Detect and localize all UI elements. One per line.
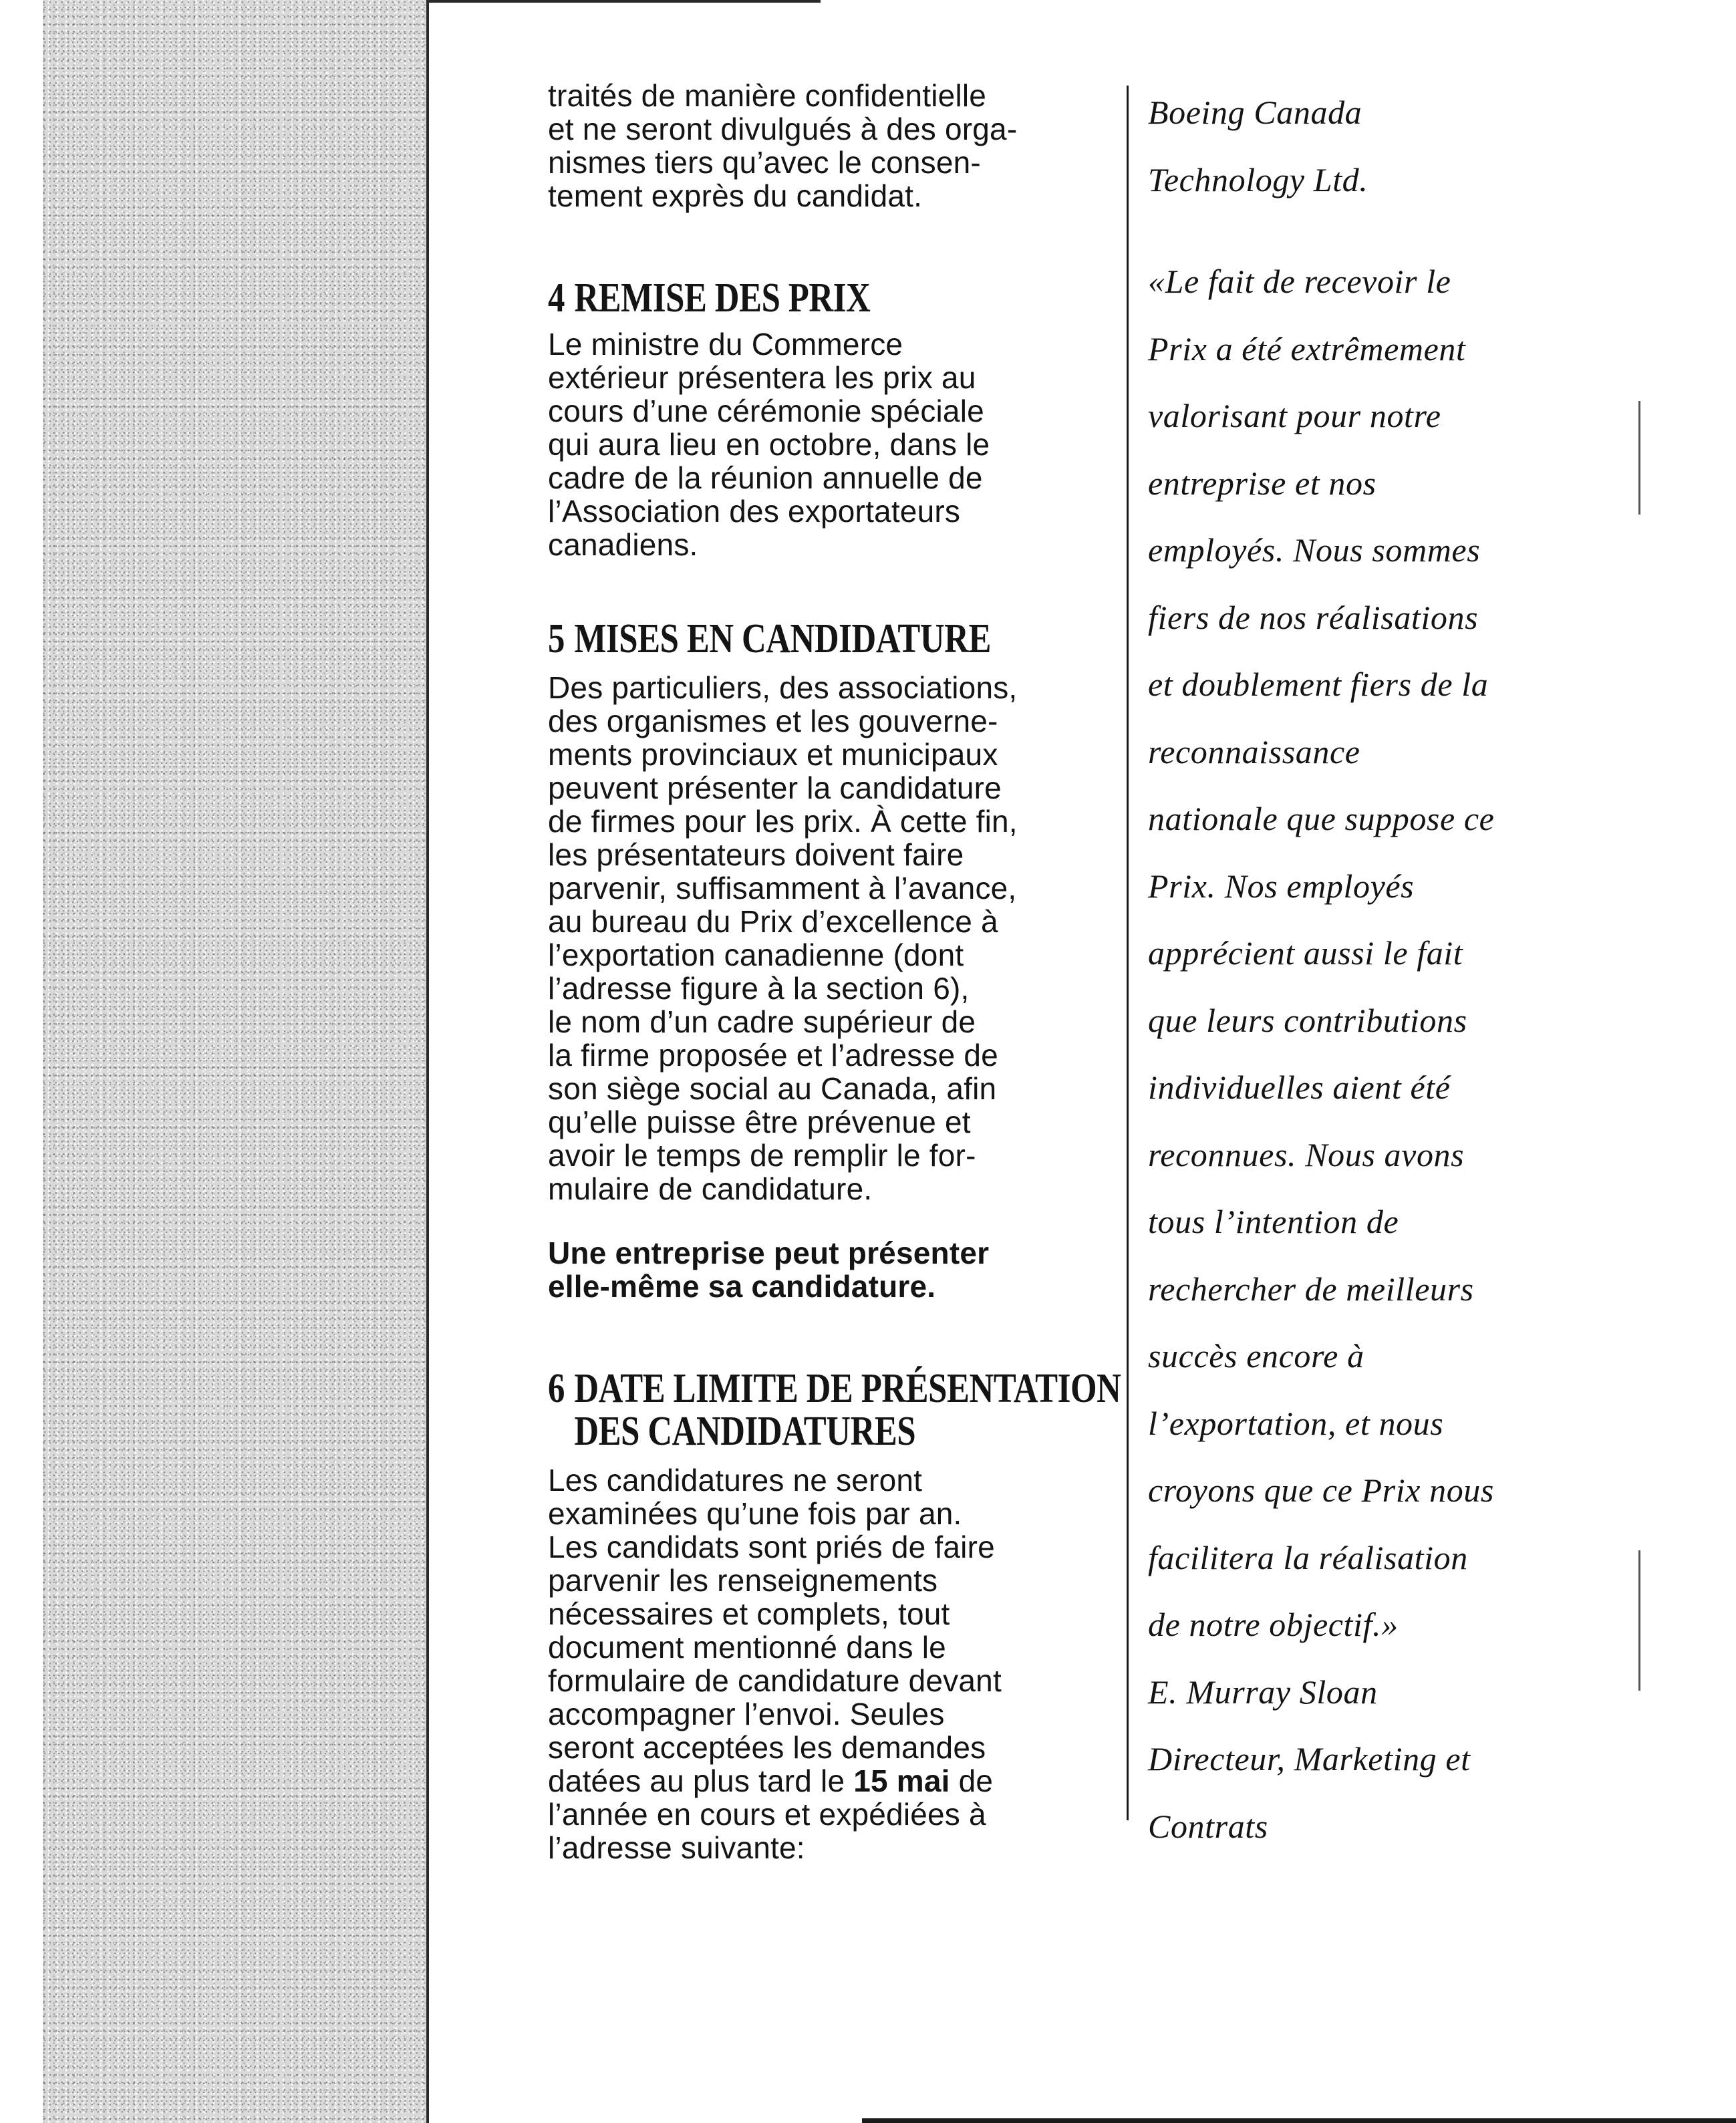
quote-line: l’exportation, et nous [1148, 1404, 1444, 1442]
author-role: Contrats [1148, 1807, 1268, 1845]
section-number: 6 [548, 1366, 565, 1411]
intro-paragraph [548, 79, 1109, 213]
text-line: l’Association des exportateurs [548, 494, 961, 529]
company-name: Boeing Canada [1148, 94, 1362, 131]
band-divider-line [426, 0, 429, 2123]
testimonial-quote [1148, 248, 1629, 1659]
quote-line: nationale que suppose ce [1148, 800, 1495, 837]
self-nomination-note [548, 1236, 1109, 1303]
text-line: Des particuliers, des associations, [548, 670, 1018, 705]
right-margin-mark [1638, 401, 1640, 515]
quote-line: et doublement fiers de la [1148, 666, 1489, 703]
quote-line: Prix a été extrêmement [1148, 329, 1466, 368]
text-line: seront acceptées les demandes [548, 1730, 986, 1765]
text-line: et ne seront divulgués à des orga- [548, 112, 1018, 146]
company-name: Technology Ltd. [1148, 160, 1368, 198]
text-line: le nom d’un cadre supérieur de [548, 1004, 976, 1039]
text-line: canadiens. [548, 527, 698, 562]
main-text-column [548, 78, 1121, 1865]
quote-line: Prix. Nos employés [1148, 867, 1415, 905]
section-title: REMISE DES PRIX [574, 275, 871, 321]
quote-line: croyons que ce Prix nous [1148, 1471, 1494, 1509]
text-line: traités de manière confidentielle [548, 78, 987, 113]
deadline-line [548, 1764, 1109, 1798]
text-line: ments provinciaux et municipaux [548, 737, 998, 772]
text-line: Les candidats sont priés de faire [548, 1530, 995, 1564]
text-line: l’année en cours et expédiées à [548, 1797, 986, 1832]
text-line: au bureau du Prix d’excellence à [548, 904, 998, 939]
quote-line: apprécient aussi le fait [1148, 934, 1463, 972]
text-line: l’adresse figure à la section 6), [548, 971, 970, 1006]
text-line: parvenir, suffisamment à l’avance, [548, 871, 1017, 905]
text-line: cours d’une cérémonie spéciale [548, 394, 984, 428]
testimonial-column [1148, 79, 1629, 1860]
quote-line: reconnues. Nous avons [1148, 1135, 1465, 1173]
text-line: cadre de la réunion annuelle de [548, 460, 983, 495]
text-line: avoir le temps de remplir le for- [548, 1138, 976, 1173]
section-title-continued: DES CANDIDATURES [574, 1409, 916, 1454]
quote-line: succès encore à [1148, 1337, 1364, 1375]
section-4-paragraph [548, 327, 1109, 561]
text-line: formulaire de candidature devant [548, 1663, 1002, 1698]
text-line: nécessaires et complets, tout [548, 1596, 950, 1631]
section-number: 4 [548, 275, 565, 321]
text-line: document mentionné dans le [548, 1630, 946, 1665]
text-line: la firme proposée et l’adresse de [548, 1038, 998, 1073]
quote-line: individuelles aient été [1148, 1069, 1451, 1106]
deadline-date: 15 mai [853, 1763, 950, 1798]
text-line: de firmes pour les prix. À cette fin, [548, 804, 1018, 839]
text-line: accompagner l’envoi. Seules [548, 1697, 945, 1731]
text-line: qui aura lieu en octobre, dans le [548, 427, 990, 462]
speckled-side-band [43, 0, 426, 2123]
text-line: l’adresse suivante: [548, 1830, 805, 1865]
text-line: examinées qu’une fois par an. [548, 1496, 962, 1531]
quote-line: que leurs contributions [1148, 1001, 1467, 1039]
column-divider-line [1127, 86, 1129, 1820]
quote-line: facilitera la réalisation [1148, 1538, 1468, 1576]
quote-line: entreprise et nos [1148, 464, 1377, 502]
author-role: Directeur, Marketing et [1148, 1740, 1471, 1778]
quote-line: rechercher de meilleurs [1148, 1270, 1474, 1308]
text-line: extérieur présentera les prix au [548, 360, 976, 395]
section-title: MISES EN CANDIDATURE [574, 616, 991, 662]
section-number: 5 [548, 616, 565, 662]
quote-line: «Le fait de recevoir le [1148, 263, 1451, 300]
text-line: parvenir les renseignements [548, 1563, 938, 1598]
right-margin-mark [1638, 1550, 1640, 1691]
quote-line: fiers de nos réalisations [1148, 598, 1479, 636]
text-line: l’exportation canadienne (dont [548, 938, 964, 972]
section-4-heading [548, 277, 1008, 319]
text-line: nismes tiers qu’avec le consen- [548, 145, 981, 180]
quote-line: reconnaissance [1148, 732, 1360, 770]
section-title: DATE LIMITE DE PRÉSENTATION [574, 1366, 1121, 1411]
text-line: Les candidatures ne seront [548, 1463, 923, 1498]
top-rule-line [426, 0, 821, 3]
deadline-text-after: de [950, 1763, 994, 1798]
section-5-paragraph [548, 671, 1109, 1206]
text-line: peuvent présenter la candidature [548, 770, 1002, 805]
quote-line: employés. Nous sommes [1148, 531, 1481, 569]
text-line: les présentateurs doivent faire [548, 837, 964, 872]
text-line: Le ministre du Commerce [548, 327, 903, 362]
section-5-heading [548, 617, 1008, 660]
quote-line: valorisant pour notre [1148, 397, 1441, 434]
section-6-paragraph [548, 1463, 1109, 1864]
quote-line: de notre objectif.» [1148, 1606, 1399, 1643]
quote-author: E. Murray Sloan [1148, 1673, 1378, 1711]
bottom-rule-line [862, 2118, 1736, 2123]
deadline-text-before: datées au plus tard le [548, 1763, 854, 1798]
quote-line: tous l’intention de [1148, 1203, 1399, 1240]
text-line: des organismes et les gouverne- [548, 704, 998, 738]
text-line: elle-même sa candidature. [548, 1269, 936, 1304]
text-line: Une entreprise peut présenter [548, 1236, 990, 1270]
section-6-heading [548, 1366, 1121, 1454]
page-left-margin [0, 0, 43, 2123]
text-line: mulaire de candidature. [548, 1171, 873, 1206]
text-line: qu’elle puisse être prévenue et [548, 1105, 971, 1139]
text-line: son siège social au Canada, afin [548, 1071, 997, 1106]
text-line: tement exprès du candidat. [548, 178, 923, 213]
